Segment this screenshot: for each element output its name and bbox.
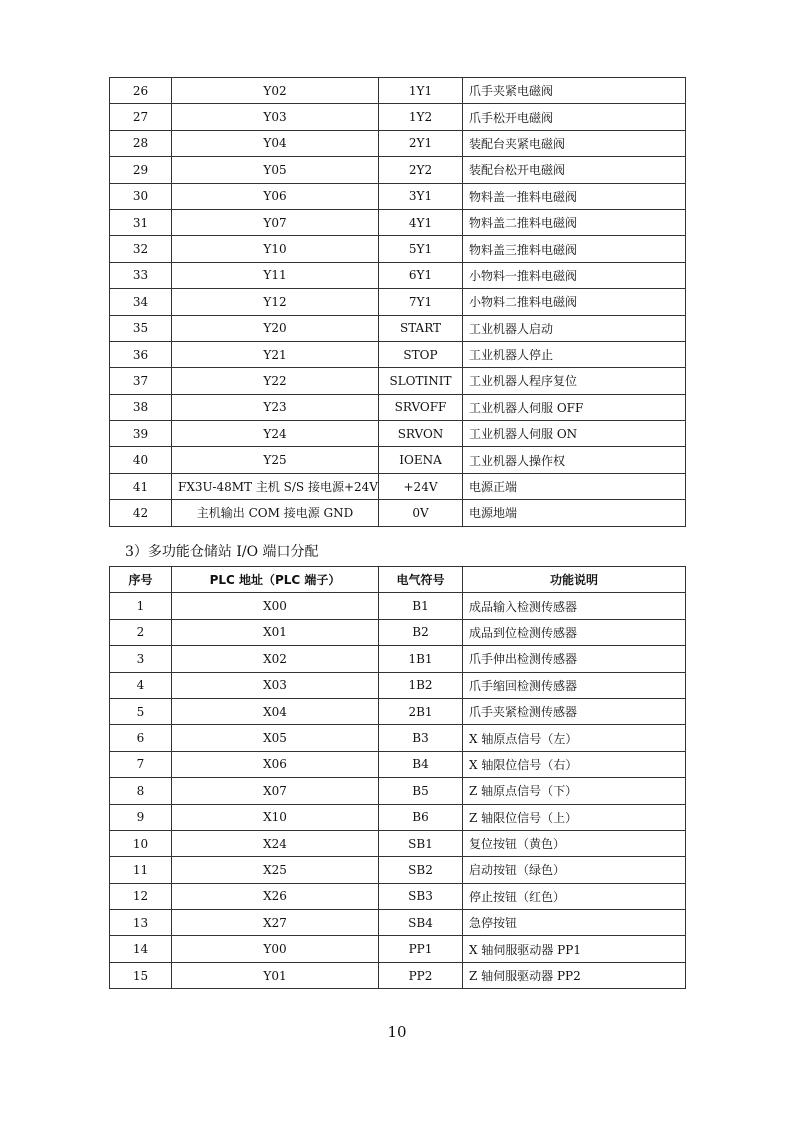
cell-electrical-symbol: SB4 [379,910,463,936]
cell-function: Z 轴原点信号（下） [463,778,686,804]
section-heading: 3）多功能仓储站 I/O 端口分配 [125,544,319,560]
cell-plc-address: Y03 [172,104,379,130]
cell-seq: 40 [110,447,172,473]
cell-seq: 14 [110,936,172,962]
cell-plc-address: Y01 [172,962,379,988]
storage-station-io-table [109,566,686,989]
cell-function: 物料盖三推料电磁阀 [463,236,686,262]
cell-seq: 13 [110,910,172,936]
table-row [110,368,686,394]
table-row [110,883,686,909]
cell-seq: 6 [110,725,172,751]
cell-plc-address: 主机输出 COM 接电源 GND [172,500,379,526]
cell-plc-address: Y12 [172,289,379,315]
cell-plc-address: Y10 [172,236,379,262]
cell-seq: 33 [110,262,172,288]
cell-electrical-symbol: 7Y1 [379,289,463,315]
table-row [110,341,686,367]
cell-electrical-symbol: SB3 [379,883,463,909]
cell-plc-address: Y24 [172,421,379,447]
cell-seq: 27 [110,104,172,130]
cell-function: Z 轴限位信号（上） [463,804,686,830]
cell-electrical-symbol: START [379,315,463,341]
cell-electrical-symbol: STOP [379,341,463,367]
cell-seq: 28 [110,130,172,156]
cell-plc-address: Y02 [172,78,379,104]
cell-plc-address: Y20 [172,315,379,341]
cell-plc-address: Y22 [172,368,379,394]
cell-plc-address: Y21 [172,341,379,367]
table-row [110,183,686,209]
table-row [110,447,686,473]
cell-seq: 29 [110,157,172,183]
cell-electrical-symbol: PP2 [379,962,463,988]
table-row [110,672,686,698]
cell-seq: 4 [110,672,172,698]
cell-plc-address: X25 [172,857,379,883]
cell-electrical-symbol: 1Y2 [379,104,463,130]
cell-electrical-symbol: 1Y1 [379,78,463,104]
cell-plc-address: X03 [172,672,379,698]
cell-seq: 32 [110,236,172,262]
cell-function: 工业机器人程序复位 [463,368,686,394]
cell-function: 工业机器人操作权 [463,447,686,473]
cell-function: Z 轴伺服驱动器 PP2 [463,962,686,988]
cell-seq: 3 [110,646,172,672]
cell-function: 工业机器人停止 [463,341,686,367]
table-row [110,725,686,751]
table-row [110,262,686,288]
cell-function: 电源地端 [463,500,686,526]
cell-seq: 30 [110,183,172,209]
io-table-continued [109,77,686,527]
cell-function: 小物料二推料电磁阀 [463,289,686,315]
cell-plc-address: X26 [172,883,379,909]
cell-electrical-symbol: SLOTINIT [379,368,463,394]
cell-plc-address: X10 [172,804,379,830]
cell-seq: 42 [110,500,172,526]
cell-function: 爪手伸出检测传感器 [463,646,686,672]
table-row [110,646,686,672]
cell-seq: 15 [110,962,172,988]
cell-electrical-symbol: 4Y1 [379,209,463,235]
table-row [110,910,686,936]
cell-electrical-symbol: B5 [379,778,463,804]
table-row [110,804,686,830]
cell-electrical-symbol: 1B2 [379,672,463,698]
storage-station-io-table-body [110,593,686,989]
table-row [110,130,686,156]
table-header-row [110,567,686,593]
cell-seq: 2 [110,619,172,645]
cell-seq: 41 [110,473,172,499]
table-row [110,78,686,104]
table-row [110,500,686,526]
cell-electrical-symbol: 3Y1 [379,183,463,209]
cell-function: 小物料一推料电磁阀 [463,262,686,288]
cell-seq: 11 [110,857,172,883]
cell-plc-address: Y23 [172,394,379,420]
cell-electrical-symbol: PP1 [379,936,463,962]
cell-plc-address: Y07 [172,209,379,235]
cell-function: 物料盖一推料电磁阀 [463,183,686,209]
cell-electrical-symbol: SRVON [379,421,463,447]
header-function: 功能说明 [463,567,686,593]
cell-seq: 38 [110,394,172,420]
cell-plc-address: X07 [172,778,379,804]
cell-plc-address: Y04 [172,130,379,156]
cell-plc-address: X01 [172,619,379,645]
cell-electrical-symbol: SB1 [379,830,463,856]
header-seq: 序号 [110,567,172,593]
cell-function: 爪手夹紧电磁阀 [463,78,686,104]
cell-electrical-symbol: 0V [379,500,463,526]
cell-seq: 12 [110,883,172,909]
cell-function: 启动按钮（绿色） [463,857,686,883]
cell-function: 急停按钮 [463,910,686,936]
table-row [110,857,686,883]
cell-function: X 轴限位信号（右） [463,751,686,777]
table-row [110,421,686,447]
cell-electrical-symbol: SRVOFF [379,394,463,420]
table-row [110,236,686,262]
cell-plc-address: X27 [172,910,379,936]
cell-electrical-symbol: B6 [379,804,463,830]
table-row [110,289,686,315]
cell-function: 复位按钮（黄色） [463,830,686,856]
io-table-continued-body [110,78,686,527]
cell-function: 工业机器人伺服 OFF [463,394,686,420]
cell-electrical-symbol: +24V [379,473,463,499]
cell-seq: 9 [110,804,172,830]
cell-electrical-symbol: B1 [379,593,463,619]
table-row [110,315,686,341]
cell-electrical-symbol: B3 [379,725,463,751]
cell-electrical-symbol: 1B1 [379,646,463,672]
cell-function: 爪手夹紧检测传感器 [463,698,686,724]
cell-plc-address: X06 [172,751,379,777]
cell-function: 爪手松开电磁阀 [463,104,686,130]
table-row [110,104,686,130]
cell-electrical-symbol: SB2 [379,857,463,883]
table-row [110,751,686,777]
cell-electrical-symbol: 6Y1 [379,262,463,288]
cell-function: 工业机器人启动 [463,315,686,341]
cell-function: 成品输入检测传感器 [463,593,686,619]
cell-function: 爪手缩回检测传感器 [463,672,686,698]
page-number: 10 [387,1023,407,1041]
cell-electrical-symbol: 5Y1 [379,236,463,262]
cell-plc-address: Y05 [172,157,379,183]
table-row [110,830,686,856]
cell-seq: 1 [110,593,172,619]
cell-plc-address: FX3U-48MT 主机 S/S 接电源+24V [172,473,379,499]
table-row [110,936,686,962]
cell-plc-address: X04 [172,698,379,724]
cell-function: 装配台松开电磁阀 [463,157,686,183]
table-row [110,209,686,235]
cell-electrical-symbol: 2B1 [379,698,463,724]
cell-seq: 37 [110,368,172,394]
cell-electrical-symbol: IOENA [379,447,463,473]
cell-function: 装配台夹紧电磁阀 [463,130,686,156]
cell-plc-address: Y00 [172,936,379,962]
cell-function: 物料盖二推料电磁阀 [463,209,686,235]
cell-seq: 10 [110,830,172,856]
cell-function: X 轴原点信号（左） [463,725,686,751]
cell-plc-address: X00 [172,593,379,619]
cell-function: 成品到位检测传感器 [463,619,686,645]
cell-plc-address: Y06 [172,183,379,209]
table-row [110,473,686,499]
cell-function: X 轴伺服驱动器 PP1 [463,936,686,962]
table-row [110,394,686,420]
header-plc-address: PLC 地址（PLC 端子） [172,567,379,593]
header-electrical-symbol: 电气符号 [379,567,463,593]
cell-seq: 7 [110,751,172,777]
cell-electrical-symbol: B2 [379,619,463,645]
cell-seq: 26 [110,78,172,104]
cell-seq: 31 [110,209,172,235]
cell-seq: 5 [110,698,172,724]
table-row [110,778,686,804]
cell-function: 停止按钮（红色） [463,883,686,909]
table-row [110,157,686,183]
cell-seq: 35 [110,315,172,341]
cell-seq: 36 [110,341,172,367]
cell-plc-address: Y25 [172,447,379,473]
cell-function: 电源正端 [463,473,686,499]
table-row [110,593,686,619]
cell-electrical-symbol: 2Y1 [379,130,463,156]
table-row [110,698,686,724]
cell-electrical-symbol: B4 [379,751,463,777]
cell-plc-address: X02 [172,646,379,672]
cell-electrical-symbol: 2Y2 [379,157,463,183]
cell-function: 工业机器人伺服 ON [463,421,686,447]
table-row [110,962,686,988]
cell-plc-address: Y11 [172,262,379,288]
table-row [110,619,686,645]
cell-plc-address: X24 [172,830,379,856]
cell-seq: 39 [110,421,172,447]
cell-plc-address: X05 [172,725,379,751]
cell-seq: 8 [110,778,172,804]
cell-seq: 34 [110,289,172,315]
